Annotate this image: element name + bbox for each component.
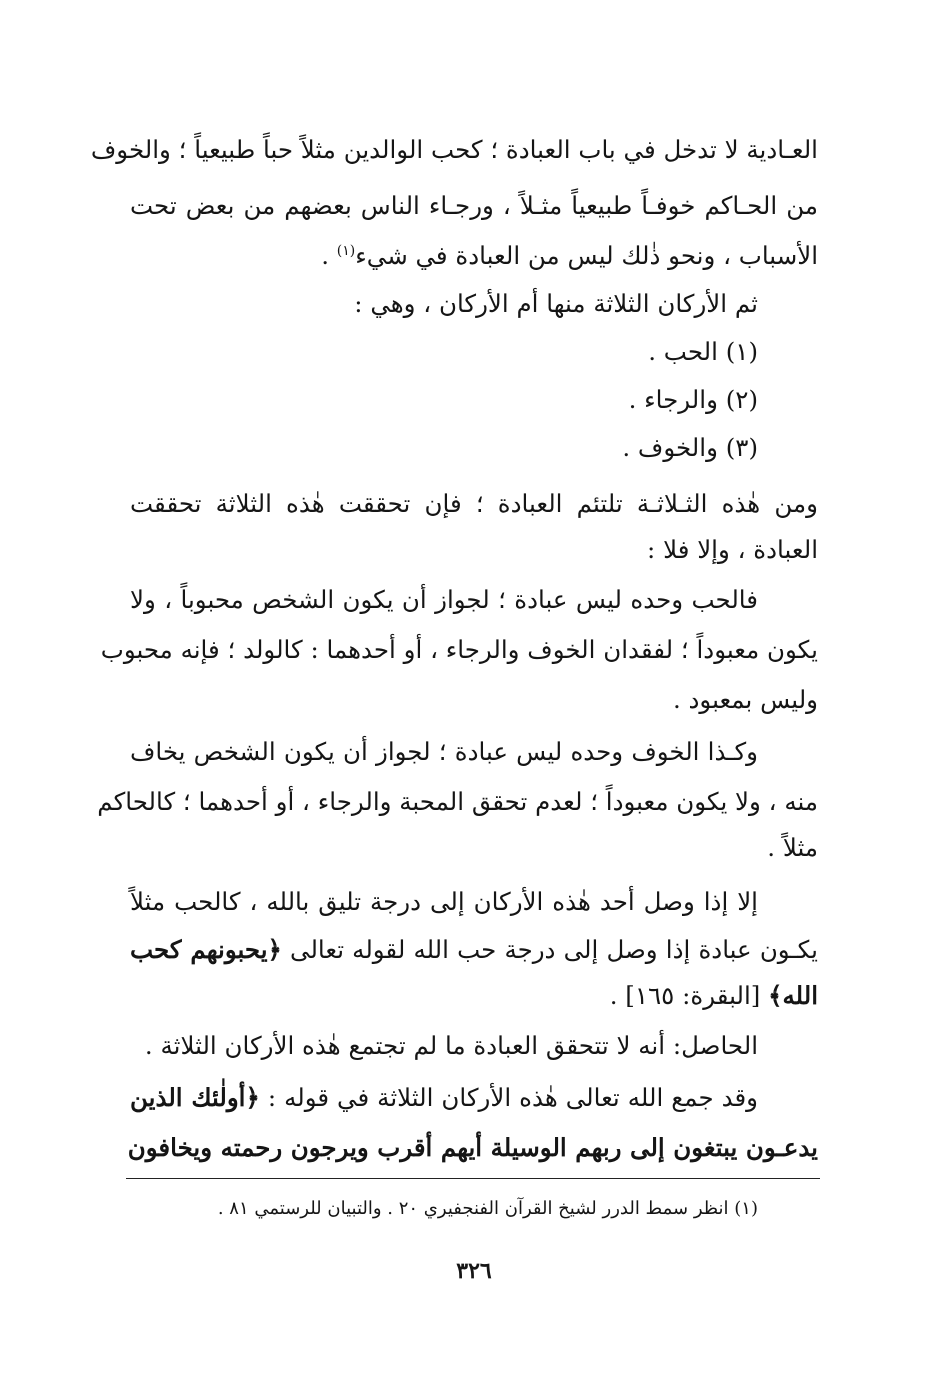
text-line	[130, 926, 818, 974]
text-line: إلا إذا وصل أحد هٰذه الأركان إلى درجة تليق بالله ، كالحب مثلاً	[130, 887, 758, 916]
quran-quote-line: يدعـون يبتغون إلى ربهم الوسيلة أيهم أقرب ويرجون رحمته ويخافون	[127, 1133, 818, 1162]
quran-quote: الله﴾	[768, 981, 818, 1010]
quran-reference: [البقرة: ١٦٥] .	[609, 981, 761, 1010]
text-line	[130, 1074, 758, 1122]
quran-quote: ﴿أولٰئك الذين	[130, 1083, 260, 1112]
text-line: العـادية لا تدخل في باب العبادة ؛ كحب الوالدين مثلاً حباً طبيعياً ؛ والخوف	[90, 135, 818, 164]
text-line: ثم الأركان الثلاثة منها أم الأركان ، وهي :	[354, 289, 758, 318]
text-line	[130, 972, 818, 1020]
text-line: من الحـاكم خوفـاً طبيعياً مثـلاً ، ورجـاء الناس بعضهم من بعض تحت	[130, 191, 818, 220]
text-fragment: وقد جمع الله تعالى هٰذه الأركان الثلاثة في قوله :	[267, 1083, 758, 1112]
text-line: وليس بمعبود .	[672, 685, 818, 714]
text-line: منه ، ولا يكون معبوداً ؛ لعدم تحقق المحبة والرجاء ، أو أحدهما ؛ كالحاكم	[97, 787, 818, 816]
footnote-divider	[126, 1178, 820, 1179]
text-line: مثلاً .	[767, 833, 818, 862]
text-line	[130, 232, 818, 280]
text-fragment: يكـون عبادة إذا وصل إلى درجة حب الله لقوله تعالى	[290, 935, 818, 964]
text-line: ومن هٰذه الثـلاثـة تلتئم العبادة ؛ فإن تحققت هٰذه الثلاثة تحققت	[130, 489, 818, 518]
text-line: يكون معبوداً ؛ لفقدان الخوف والرجاء ، أو أحدهما : كالولد ؛ فإنه محبوب	[100, 635, 818, 664]
list-item: (٣) والخوف .	[622, 433, 758, 462]
text-fragment: .	[321, 241, 337, 270]
footnote-marker: (١)	[336, 242, 356, 259]
text-line: العبادة ، وإلا فلا :	[647, 535, 818, 564]
footnote: (١) انظر سمط الدرر لشيخ القرآن الفنجفيري ٢٠ . والتبيان للرستمي ٨١ .	[217, 1198, 758, 1219]
text-line: فالحب وحده ليس عبادة ؛ لجواز أن يكون الشخص محبوباً ، ولا	[130, 585, 758, 614]
text-fragment: الأسباب ، ونحو ذٰلك ليس من العبادة في شيء	[355, 241, 818, 270]
text-line: وكـذا الخوف وحده ليس عبادة ؛ لجواز أن يكون الشخص يخاف	[130, 737, 758, 766]
text-line: الحاصل: أنه لا تتحقق العبادة ما لم تجتمع هٰذه الأركان الثلاثة .	[144, 1031, 758, 1060]
page-number: ٣٢٦	[456, 1258, 492, 1284]
list-item: (١) الحب .	[648, 337, 758, 366]
quran-quote: ﴿يحبونهم كحب	[130, 935, 282, 964]
list-item: (٢) والرجاء .	[628, 385, 758, 414]
